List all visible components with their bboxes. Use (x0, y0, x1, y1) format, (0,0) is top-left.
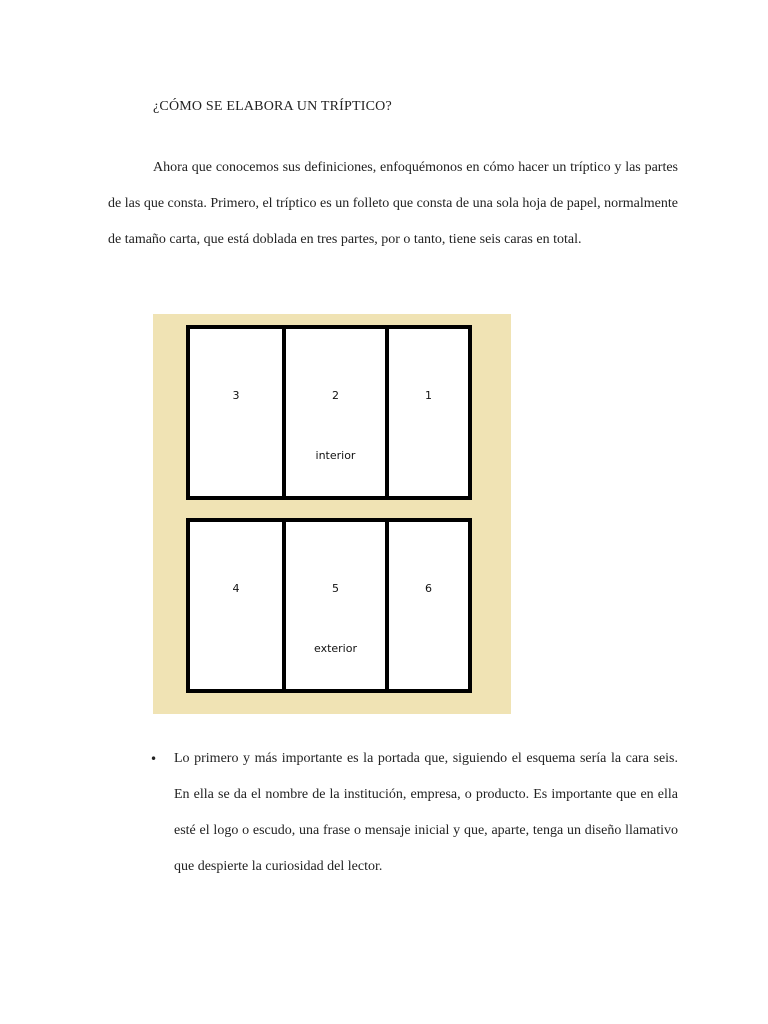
interior-label: interior (315, 449, 356, 462)
intro-paragraph: Ahora que conocemos sus definiciones, enfoquémonos en cómo hacer un tríptico y las partes de las que consta. Primero, el tríptico es un folleto que consta de una sola hoja de papel, normalmente de tamaño carta, que está doblada en tres partes, por o tanto, tiene seis caras en total. (108, 160, 678, 247)
bullet-text: Lo primero y más importante es la portada que, siguiendo el esquema sería la cara seis. En ella se da el nombre de la institución, empresa, o producto. Es importante que en ella esté el logo o escudo, una frase o mensaje inicial y que, aparte, tenga un diseño llamativo que despierte la curiosidad del lector. (174, 751, 678, 874)
panel-number: 4 (232, 582, 240, 595)
panel-5 (282, 522, 385, 689)
panel-number: 5 (332, 582, 339, 595)
panel-number: 1 (425, 389, 432, 402)
section-heading: ¿CÓMO SE ELABORA UN TRÍPTICO? (153, 99, 392, 114)
list-item (150, 741, 678, 885)
exterior-row (186, 518, 472, 693)
panel-2 (282, 329, 385, 496)
exterior-label: exterior (314, 642, 357, 655)
interior-row (186, 325, 472, 500)
panel-6 (385, 522, 468, 689)
bullet-list (150, 741, 678, 885)
panel-4 (190, 522, 282, 689)
panel-number: 3 (232, 389, 240, 402)
panel-number: 2 (332, 389, 339, 402)
panel-number: 6 (425, 582, 432, 595)
bullet-icon: • (150, 752, 158, 766)
triptych-diagram (153, 314, 511, 714)
panel-3 (190, 329, 282, 496)
panel-1 (385, 329, 468, 496)
